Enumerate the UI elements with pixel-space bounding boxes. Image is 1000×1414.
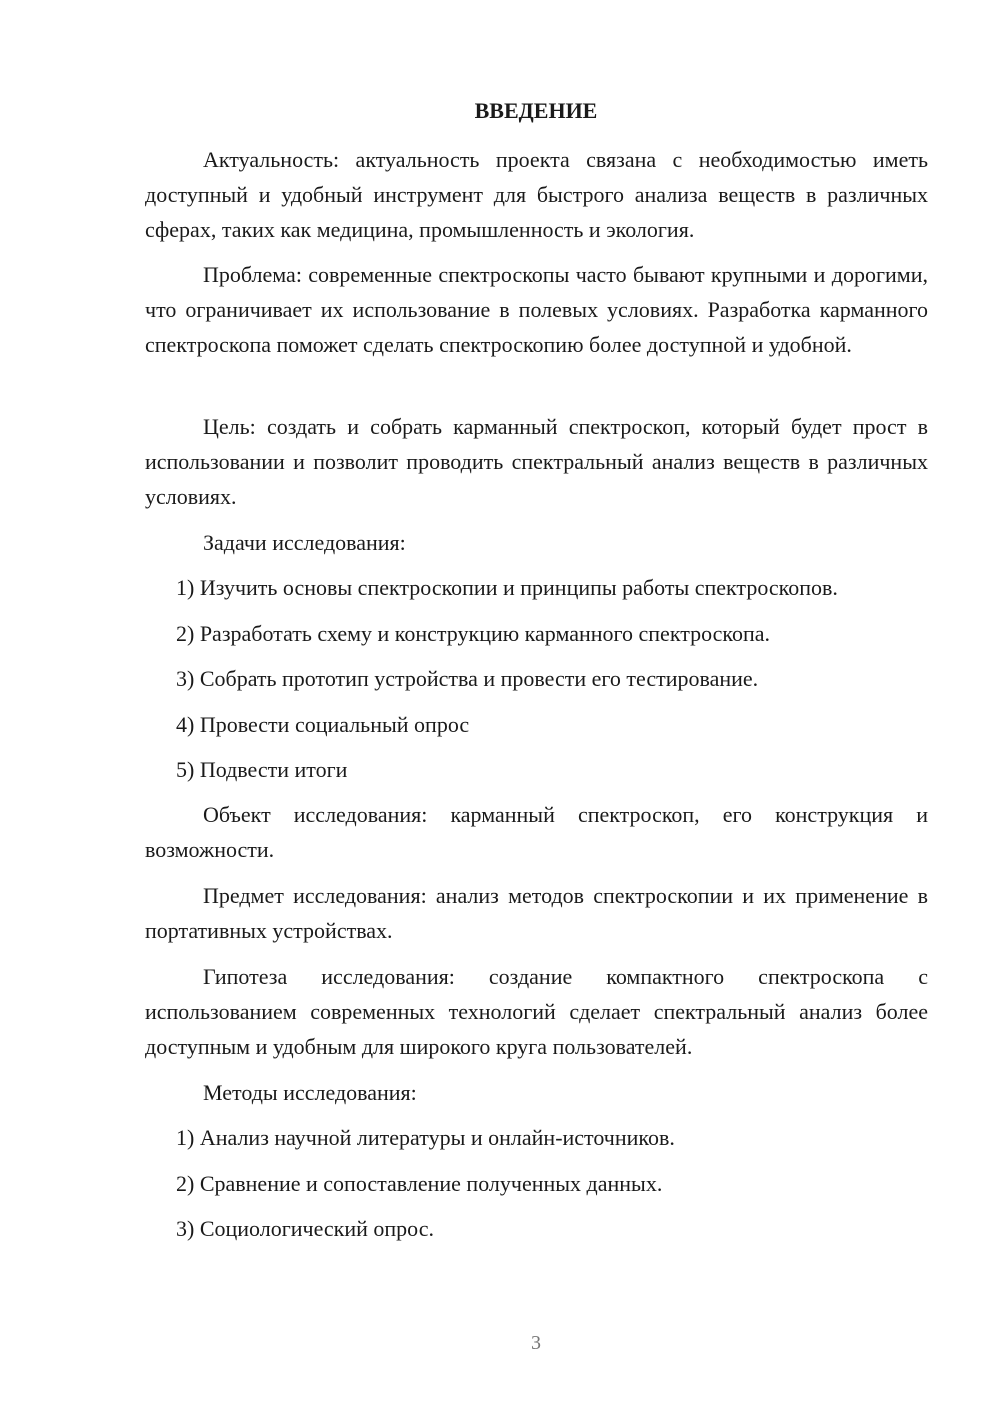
method-item-2: 2) Сравнение и сопоставление полученных данных. [176, 1171, 663, 1196]
method-item-3: 3) Социологический опрос. [176, 1216, 434, 1241]
paragraph-relevance: Актуальность: актуальность проекта связана с необходимостью иметь доступный и удобный инструмент для быстрого анализа веществ в различных сферах, таких как медицина, промышленность и экология. [145, 147, 928, 242]
tasks-heading: Задачи исследования: [203, 530, 406, 555]
methods-heading: Методы исследования: [203, 1080, 417, 1105]
task-item-3: 3) Собрать прототип устройства и провести его тестирование. [176, 666, 759, 691]
section-title: ВВЕДЕНИЕ [474, 98, 598, 123]
task-item-1: 1) Изучить основы спектроскопии и принципы работы спектроскопов. [176, 575, 838, 600]
paragraph-hypothesis: Гипотеза исследования: создание компактного спектроскопа с использованием современных технологий сделает спектральный анализ более доступным и удобным для широкого круга пользователей. [145, 964, 928, 1059]
task-item-4: 4) Провести социальный опрос [176, 712, 470, 737]
method-item-1: 1) Анализ научной литературы и онлайн-источников. [176, 1125, 675, 1150]
paragraph-goal: Цель: создать и собрать карманный спектроскоп, который будет прост в использовании и позволит проводить спектральный анализ веществ в различных условиях. [145, 414, 928, 509]
paragraph-problem: Проблема: современные спектроскопы часто бывают крупными и дорогими, что ограничивает их использование в полевых условиях. Разработка карманного спектроскопа поможет сделать спектроскопию более доступной и удобной. [145, 262, 928, 357]
task-item-5: 5) Подвести итоги [176, 757, 348, 782]
paragraph-object: Объект исследования: карманный спектроскоп, его конструкция и возможности. [145, 802, 928, 862]
page-number: 3 [531, 1332, 541, 1354]
task-item-2: 2) Разработать схему и конструкцию карманного спектроскопа. [176, 621, 771, 646]
paragraph-subject: Предмет исследования: анализ методов спектроскопии и их применение в портативных устройствах. [145, 883, 928, 943]
